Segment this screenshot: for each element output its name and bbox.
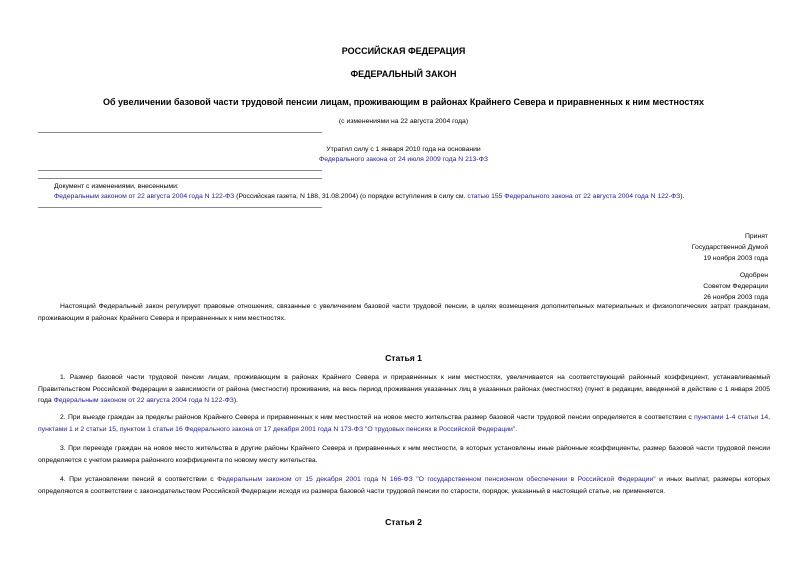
p1-text: 1. Размер базовой части трудовой пенсии лицам, проживающим в районах Крайнего Севера и приравненных к ним местностях, увеличивается на соответствующий районный коэффициент, устанавливаемый Правительством Российской Федерации в зависимости от района (местности) проживания, на весь период проживания указанных лиц в указанных районах (местностях) (пункт в редакции, введенной в действие с 1 января 2005 года	[38, 374, 770, 404]
federation-heading: РОССИЙСКАЯ ФЕДЕРАЦИЯ	[341, 46, 466, 56]
repeal-law-link[interactable]: Федерального закона от 24 июля 2009 года N 213-ФЗ	[319, 156, 488, 163]
p2-link-article-16[interactable]: пунктом 1 статьи 16 Федерального закона от 17 декабря 2001 года N 173-ФЗ "О трудовых пенсиях в Российской Федерации"	[119, 425, 516, 433]
law-type-heading: ФЕДЕРАЛЬНЫЙ ЗАКОН	[350, 69, 457, 79]
article-1-paragraph-2	[38, 412, 770, 435]
p1-end: ).	[233, 397, 239, 404]
amendments-line	[54, 193, 774, 200]
adopted-block	[500, 231, 768, 264]
approved-block	[500, 270, 768, 303]
article-1-paragraph-4	[38, 474, 770, 497]
amendment-text-end: ).	[680, 193, 685, 200]
p2-text: 2. При выезде граждан за пределы районов Крайнего Севера и приравненных к ним местностей на новое место жительства размер базовой части трудовой пенсии определяется в соответствии с	[60, 414, 695, 421]
divider	[38, 132, 322, 133]
article-1-heading: Статья 1	[385, 353, 422, 363]
p4-law-link[interactable]: Федеральным законом от 15 декабря 2001 года N 166-ФЗ "О государственном пенсионном обеспечении в Российской Федерации"	[217, 476, 656, 483]
adopted-line-2: Государственной Думой	[691, 244, 768, 251]
divider	[38, 207, 322, 208]
p1-law-link[interactable]: Федеральным законом от 22 августа 2004 года N 122-ФЗ	[53, 397, 234, 404]
approved-line-1: Одобрен	[739, 272, 768, 279]
p4-end: и иных выплат, размеры которых определяются в соответствии с законодательством Российской Федерации исходя из размера базовой части трудовой пенсии по старости, порядок, указанный в настоящей статье, не применяется.	[38, 476, 770, 495]
document-title: Об увеличении базовой части трудовой пенсии лицам, проживающим в районах Крайнего Севера и приравненных к ним местностях	[102, 97, 704, 107]
p4-text: 4. При установлении пенсий в соответствии с	[60, 476, 218, 483]
article-2-heading: Статья 2	[385, 517, 422, 527]
adopted-line-3: 19 ноября 2003 года	[703, 255, 768, 262]
article-155-link[interactable]: статью 155 Федерального закона от 22 августа 2004 года N 122-ФЗ	[467, 193, 681, 200]
amendments-label: Документ с изменениями, внесенными:	[54, 183, 179, 190]
approved-line-2: Советом Федерации	[703, 283, 768, 290]
p2-link-article-15[interactable]: пунктами 1 и 2 статьи 15	[38, 425, 117, 433]
amendment-note: (с изменениями на 22 августа 2004 года)	[338, 118, 469, 125]
p2-sep-1: ,	[768, 414, 770, 421]
preamble: Настоящий Федеральный закон регулирует правовые отношения, связанные с увеличением базовой части трудовой пенсии, в целях возмещения дополнительных материальных и физиологических затрат гражданам, проживающим в районах Крайнего Севера и приравненных к ним местностях.	[38, 303, 770, 322]
amendment-law-link[interactable]: Федеральным законом от 22 августа 2004 года N 122-ФЗ	[54, 193, 235, 200]
approved-line-3: 26 ноября 2003 года	[703, 294, 768, 301]
p2-link-article-14[interactable]: пунктами 1-4 статьи 14	[694, 414, 769, 421]
article-1-paragraph-3: 3. При переезде граждан на новое место жительства в другие районы Крайнего Севера и приравненных к ним местности, в которых установлены иные районные коэффициенты, размер базовой части трудовой пенсии определяется с учетом размера районного коэффициента по новому месту жительства.	[38, 445, 770, 464]
divider	[38, 178, 322, 179]
status-link-wrap	[0, 156, 807, 163]
divider	[38, 170, 322, 171]
adopted-line-1: Принят	[744, 233, 768, 240]
p2-sep-2: ,	[116, 425, 120, 433]
status-text: Утратил силу с 1 января 2010 года на основании	[326, 146, 481, 153]
p2-end: .	[515, 425, 518, 433]
amendment-text: (Российская газета, N 188, 31.08.2004) (о порядке вступления в силу см.	[234, 193, 468, 200]
article-1-paragraph-1	[38, 372, 770, 407]
